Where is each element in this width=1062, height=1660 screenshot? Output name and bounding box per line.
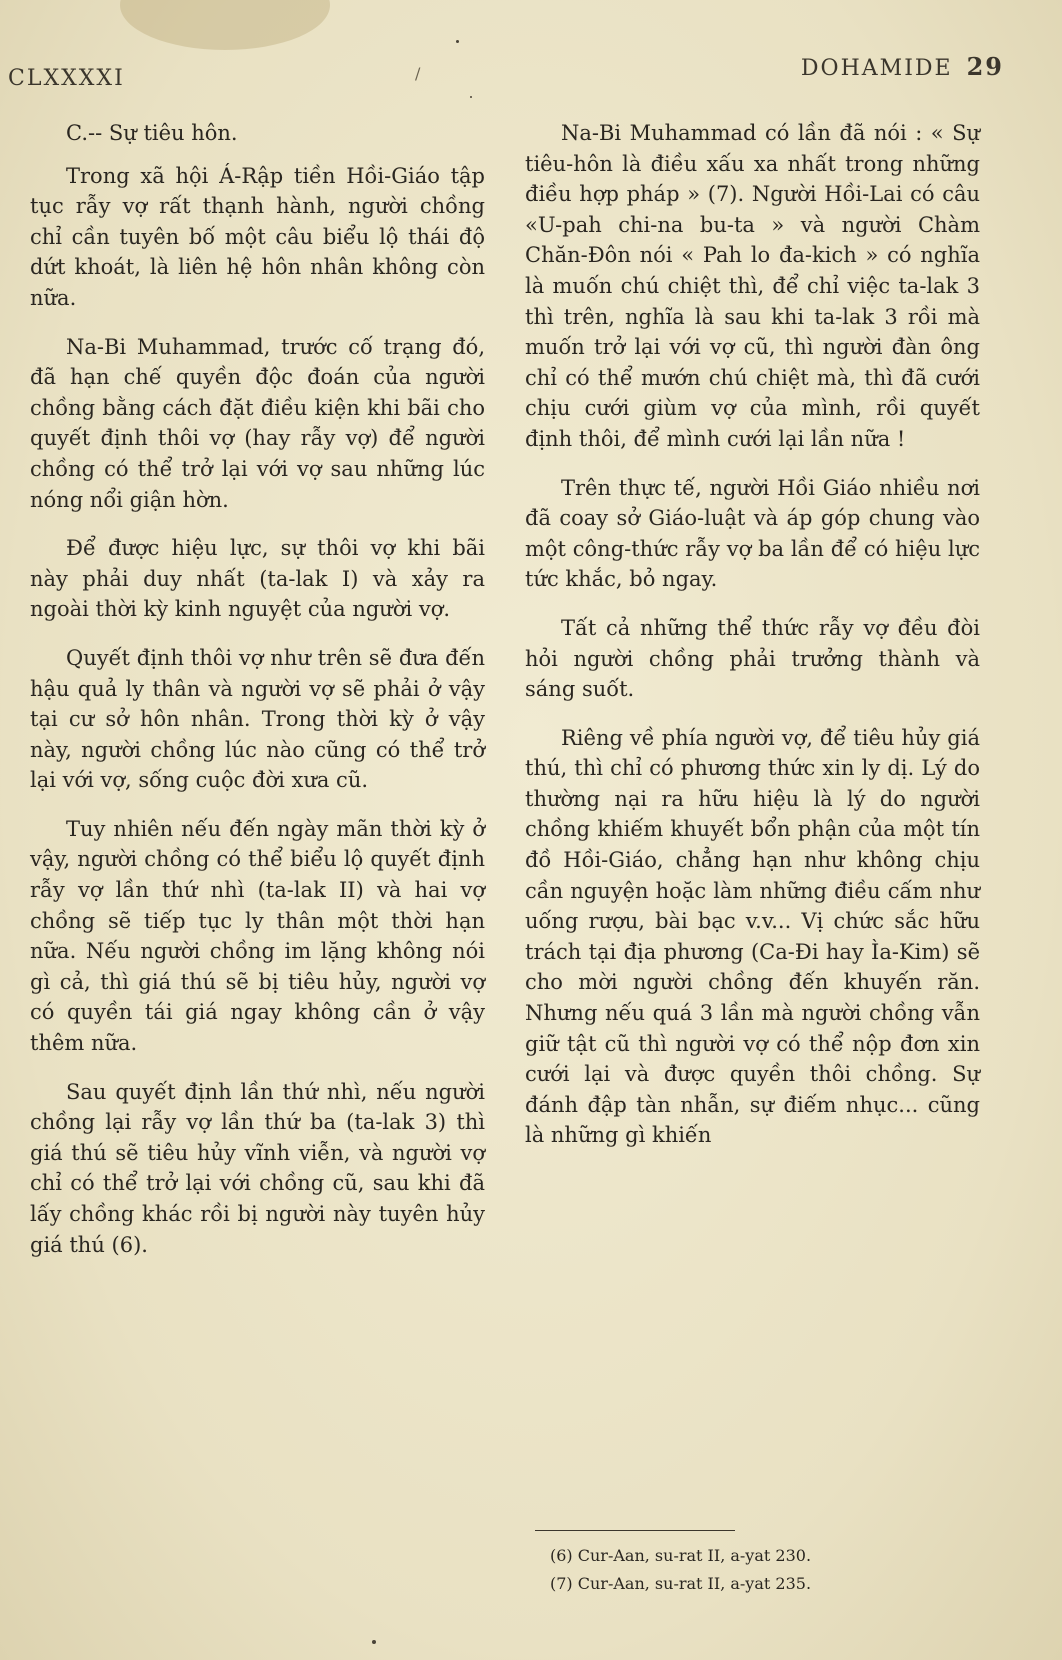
running-header-left: CLXXXXI <box>8 66 125 91</box>
paragraph: Trên thực tế, người Hồi Giáo nhiều nơi đã coay sở Giáo-luật và áp góp chung vào một công-thức rẫy vợ ba lần để có hiệu lực tức khắc, bỏ ngay. <box>525 475 980 592</box>
footnotes <box>550 1542 990 1598</box>
paragraph: Tuy nhiên nếu đến ngày mãn thời kỳ ở vậy, người chồng có thể biểu lộ quyết định rẫy vợ lần thứ nhì (ta-lak II) và hai vợ chồng sẽ tiếp tục ly thân một thời hạn nữa. Nếu người chồng im lặng không nói gì cả, thì giá thú sẽ bị tiêu hủy, người vợ có quyền tái giá ngay không cần ở vậy thêm nữa. <box>30 816 485 1056</box>
paragraph: Để được hiệu lực, sự thôi vợ khi bãi này phải duy nhất (ta-lak I) và xảy ra ngoài thời kỳ kinh nguyệt của người vợ. <box>30 536 485 622</box>
right-column <box>525 118 980 1169</box>
paragraph: Sau quyết định lần thứ nhì, nếu người chồng lại rẫy vợ lần thứ ba (ta-lak 3) thì giá thú sẽ tiêu hủy vĩnh viễn, và người vợ chỉ có thể trở lại với chồng cũ, sau khi đã lấy chồng khác rồi bị người này tuyên hủy giá thú (6). <box>30 1079 485 1257</box>
paragraph: Na-Bi Muhammad có lần đã nói : « Sự tiêu-hôn là điều xấu xa nhất trong những điều hợp pháp » (7). Người Hồi-Lai có câu «U-pah chi-na bu-ta » và người Chàm Chăn-Đôn nói « Pah lo đa-kich » có nghĩa là muốn chú chiệt thì, để chỉ việc ta-lak 3 thì trên, nghĩa là sau khi ta-lak 3 rồi mà muốn trở lại với vợ cũ, thì người đàn ông chỉ có thể mướn chú chiệt mà, thì đã cưới chịu cưới giùm vợ của mình, rồi quyết định thôi, để mình cưới lại lần nữa ! <box>525 121 980 451</box>
paper-stain <box>120 0 330 50</box>
header-separator: / <box>415 64 421 83</box>
ink-speck <box>372 1640 376 1644</box>
section-heading: C.-- Sự tiêu hôn. <box>66 121 238 145</box>
paragraph: Riêng về phía người vợ, để tiêu hủy giá thú, thì chỉ có phương thức xin ly dị. Lý do thường nại ra hữu hiệu là lý do người chồng khiếm khuyết bổn phận của một tín đồ Hồi-Giáo, chẳng hạn như không chịu cần nguyện hoặc làm những điều cấm như uống rượu, bài bạc v.v... Vị chức sắc hữu trách tại địa phương (Ca-Đi hay Ìa-Kim) sẽ cho mời người chồng đến khuyến răn. Nhưng nếu quá 3 lần mà người chồng vẫn giữ tật cũ thì người vợ có thể nộp đơn xin cưới lại và được quyền thôi chồng. Sự đánh đập tàn nhẫn, sự điếm nhục... cũng là những gì khiến <box>525 725 980 1148</box>
running-header-right <box>801 52 1004 81</box>
paragraph: Na-Bi Muhammad, trước cố trạng đó, đã hạn chế quyền độc đoán của người chồng bằng cách đặt điều kiện khi bãi cho quyết định thôi vợ (hay rẫy vợ) để người chồng có thể trở lại với vợ sau những lúc nóng nổi giận hờn. <box>30 334 485 512</box>
paragraph: Quyết định thôi vợ như trên sẽ đưa đến hậu quả ly thân và người vợ sẽ phải ở vậy tại cư sở hôn nhân. Trong thời kỳ ở vậy này, người chồng lúc nào cũng có thể trở lại với vợ, sống cuộc đời xưa cũ. <box>30 645 485 793</box>
page-number: 29 <box>966 52 1004 81</box>
ink-speck <box>456 40 459 43</box>
paragraph: Tất cả những thể thức rẫy vợ đều đòi hỏi người chồng phải trưởng thành và sáng suốt. <box>525 615 980 702</box>
left-column <box>30 118 485 1278</box>
footnote: (6) Cur-Aan, su-rat II, a-yat 230. <box>550 1546 812 1565</box>
footnote: (7) Cur-Aan, su-rat II, a-yat 235. <box>550 1574 812 1593</box>
paragraph: Trong xã hội Á-Rập tiền Hồi-Giáo tập tục rẫy vợ rất thạnh hành, người chồng chỉ cần tuyên bố một câu biểu lộ thái độ dứt khoát, là liên hệ hôn nhân không còn nữa. <box>30 163 485 310</box>
footnote-rule <box>535 1530 735 1531</box>
running-header-title: DOHAMIDE <box>800 56 953 81</box>
ink-speck <box>470 96 472 98</box>
